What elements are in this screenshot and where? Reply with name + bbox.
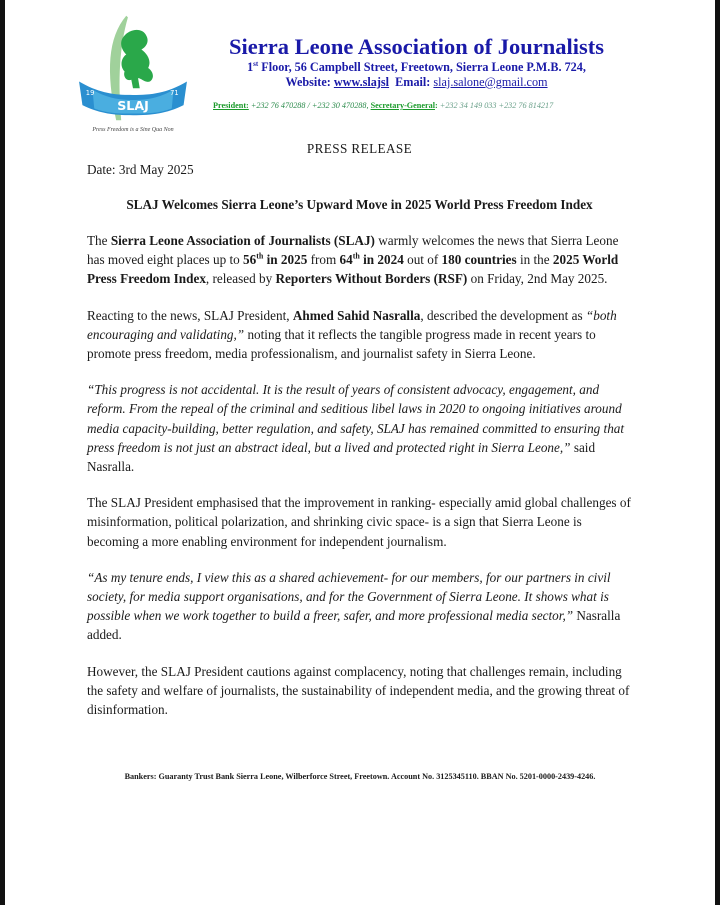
paragraph-5 — [87, 568, 632, 645]
doc-date: Date: 3rd May 2025 — [87, 162, 194, 177]
doc-headline: SLAJ Welcomes Sierra Leone’s Upward Move in 2025 World Press Freedom Index — [126, 197, 593, 212]
website-label: Website: — [285, 75, 331, 89]
secgen-phones: +232 34 149 033 +232 76 814217 — [439, 101, 554, 110]
text: from — [307, 252, 340, 268]
bold-index-name: 2025 World Press Freedom Index — [87, 252, 619, 287]
email-link[interactable]: slaj.salone@gmail.com — [433, 75, 548, 89]
text: on Friday, 2nd May 2025. — [467, 271, 608, 287]
paragraph-3 — [87, 380, 632, 476]
logo-year-right: 71 — [170, 88, 179, 97]
secgen-colon: : — [435, 101, 438, 110]
bold-year-2025: in 2025 — [263, 252, 308, 268]
photo-border-left — [0, 0, 5, 905]
bold-year-2024: in 2024 — [359, 252, 404, 268]
italic-quote: “both encouraging and validating,” — [87, 307, 617, 342]
email-label: Email: — [395, 75, 431, 89]
text: The — [87, 233, 111, 248]
rank-suffix: th — [352, 251, 360, 261]
bold-rsf: Reporters Without Borders (RSF) — [275, 271, 468, 287]
text: out of — [403, 252, 442, 268]
letterhead — [73, 12, 632, 134]
address-floor-num: 1 — [247, 60, 254, 74]
website-link[interactable]: www.slajsl — [333, 75, 390, 89]
paragraph-4: The SLAJ President emphasised that the improvement in ranking- especially amid global challenges of misinformation, political polarization, and shrinking civic space- is a sign that Sierra Leone is becoming a more enabling environment for independent journalism. — [87, 495, 631, 549]
org-web-email — [201, 75, 632, 90]
text: , released by — [205, 271, 276, 287]
text: Nasralla added. — [87, 608, 621, 643]
contact-line — [201, 100, 632, 111]
text: in the — [516, 252, 553, 268]
president-label: President: — [213, 101, 249, 110]
bold-rank-2025: 56 — [243, 252, 257, 268]
logo-column — [73, 12, 193, 134]
letterhead-text — [193, 12, 632, 111]
logo-lion — [121, 30, 153, 88]
org-name: Sierra Leone Association of Journalists — [229, 34, 604, 59]
rank-suffix: th — [256, 251, 264, 261]
paragraph-6: However, the SLAJ President cautions against complacency, noting that challenges remain, including the safety and welfare of journalists, the sustainability of independent media, and the growing threat of disinformation. — [87, 663, 630, 718]
address-floor-sup: st — [253, 59, 259, 68]
italic-quote: “As my tenure ends, I view this as a shared achievement- for our members, for our partners in civil society, for media support organisations, and for the Government of Sierra Leone. It shows what is possible when we work together to build a freer, safer, and more professional media sector,” — [87, 569, 611, 624]
text: , described the development as — [420, 307, 586, 323]
bold-org-name: Sierra Leone Association of Journalists (SLAJ) — [110, 233, 375, 248]
text: noting that it reflects the tangible progress made in recent years to promote press freedom, media professionalism, and journalist safety in Sierra Leone. — [87, 326, 596, 362]
text: warmly welcomes the news that Sierra Leone has moved eight places up to — [87, 233, 619, 268]
italic-quote: “This progress is not accidental. It is the result of years of consistent advocacy, engagement, and reform. From the repeal of the criminal and seditious libel laws in 2020 to ongoing initiatives around media capacity-building, better regulation, and safety, SLAJ has remained committed to ensuring that press freedom is not just an abstract ideal, but a lived and protected right in Sierra Leone,” — [87, 382, 625, 455]
doc-type-label: PRESS RELEASE — [306, 141, 413, 156]
org-address — [201, 60, 632, 75]
logo-year-left: 19 — [85, 88, 95, 97]
logo-text: SLAJ — [117, 98, 149, 114]
president-phones: +232 76 470288 / +232 30 470288, — [250, 101, 369, 110]
text: Reacting to the news, SLAJ President, — [87, 307, 293, 323]
slaj-logo — [74, 12, 192, 124]
photo-border-right — [715, 0, 720, 905]
logo-motto: Press Freedom is a Sine Qua Non — [92, 127, 174, 133]
paragraph-2 — [87, 306, 632, 364]
address-rest: Floor, 56 Campbell Street, Freetown, Sierra Leone P.M.B. 724, — [258, 60, 586, 74]
bold-president-name: Ahmed Sahid Nasralla — [292, 307, 421, 323]
bankers-footer: Bankers: Guaranty Trust Bank Sierra Leone, Wilberforce Street, Freetown. Account No. 3125345110. BBAN No. 5201-0000-2439-4246. — [124, 772, 596, 782]
bold-rank-2024: 64 — [339, 252, 353, 268]
secgen-label: Secretary-General — [370, 101, 436, 110]
paragraph-1 — [87, 231, 632, 289]
bold-country-count: 180 countries — [441, 252, 517, 268]
text: said Nasralla. — [87, 439, 596, 475]
